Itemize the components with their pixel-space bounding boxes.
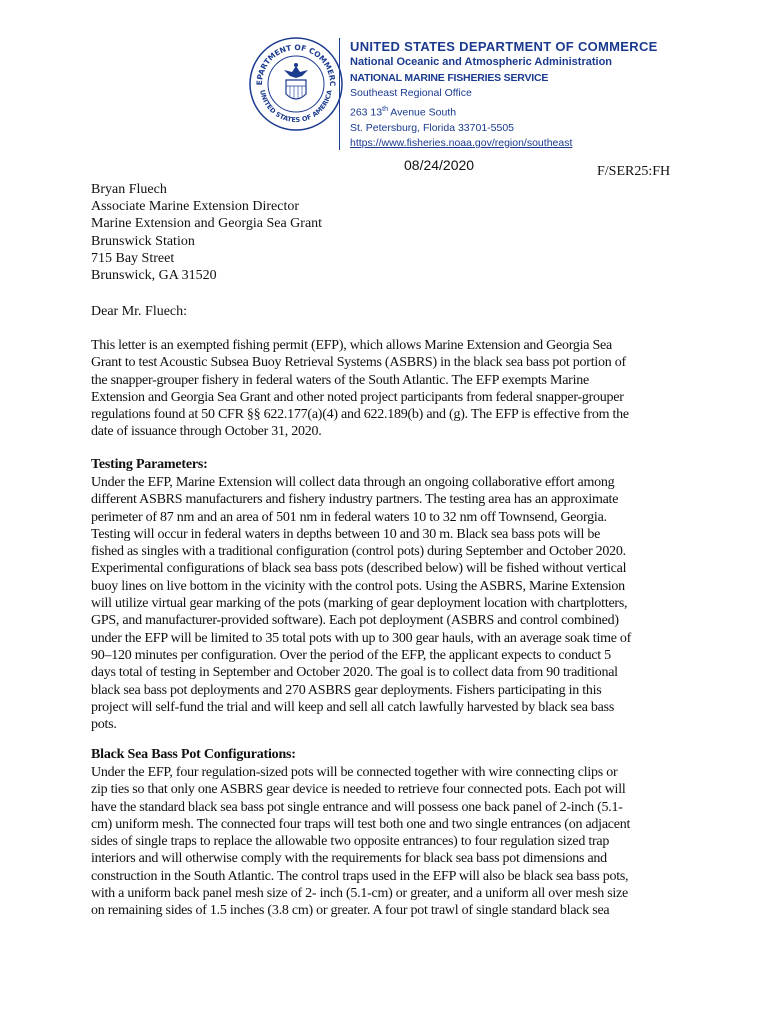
text-line: sides of single traps to replace the allowable two opposite entrances) to four regulation sized trap (91, 834, 610, 850)
text-line: buoy lines on live bottom in the vicinity with the control pots. Using the ASBRS, Marine Extension (91, 578, 625, 594)
svg-text:DEPARTMENT OF COMMERCE: EPARTMENT OF COMMERC (254, 42, 338, 87)
text-line: have the standard black sea bass pot single entrance and will possess one back panel of 2-inch (5.1- (91, 799, 623, 815)
text-line: Grant to test Acoustic Subsea Buoy Retrieval Systems (ASBRS) in the black sea bass pot portion of (91, 355, 626, 371)
recipient-address (91, 181, 322, 284)
department-name: UNITED STATES DEPARTMENT OF COMMERCE (350, 39, 658, 54)
text-line: pots. (91, 717, 117, 733)
recipient-line: Brunswick Station (91, 233, 195, 249)
text-line: will utilize virtual gear marking of the pots (marking of gear deployment location with chartplotters, (91, 596, 628, 612)
office-name: Southeast Regional Office (350, 87, 472, 99)
street-address: 263 13th Avenue South (350, 105, 457, 118)
text-line: construction in the South Atlantic. The control traps used in the EFP will also be black sea bass pots, (91, 868, 629, 884)
testing-parameters-paragraph (91, 474, 688, 733)
city-state-zip: St. Petersburg, Florida 33701-5505 (350, 121, 515, 134)
text-line: GPS, and manufacturer-provided software). Each pot deployment (ASBRS and control combined) (91, 613, 619, 629)
text-line: cm) uniform mesh. The connected four traps will test both one and two single entrances (on adjacent (91, 816, 631, 832)
text-line: Testing will occur in federal waters in depths between 10 and 30 m. Black sea bass pots will be (91, 526, 601, 542)
text-line: project will self-fund the trial and will keep and sell all catch lawfully harvested by black sea bass (91, 699, 615, 715)
text-line: days total of testing in September and October 2020. The goal is to collect data from 90 traditional (91, 665, 618, 681)
department-seal (248, 36, 344, 132)
intro-paragraph (91, 337, 688, 441)
text-line: fished as singles with a traditional configuration (control pots) during September and October 2020. (91, 544, 626, 560)
text-line: on remaining sides of 1.5 inches (3.8 cm) or greater. A four pot trawl of single standard black sea (91, 903, 610, 919)
text-line: 90–120 minutes per configuration. Over the period of the EFP, the applicant expects to conduct 5 (91, 647, 611, 663)
testing-parameters-heading: Testing Parameters: (91, 457, 208, 472)
recipient-line: Associate Marine Extension Director (91, 199, 299, 215)
pot-configurations-heading: Black Sea Bass Pot Configurations: (91, 747, 296, 762)
recipient-line: Marine Extension and Georgia Sea Grant (91, 216, 323, 232)
text-line: black sea bass pot deployments and 270 ASBRS gear deployments. Fishers participating in this (91, 682, 602, 698)
text-line: regulations found at 50 CFR §§ 622.177(a)(4) and 622.189(b) and (g). The EFP is effective from the (91, 407, 629, 423)
recipient-line: 715 Bay Street (91, 250, 175, 266)
text-line: Under the EFP, Marine Extension will collect data through an ongoing collaborative effort among (91, 475, 615, 490)
text-line: Under the EFP, four regulation-sized pots will be connected together with wire connecting clips or (91, 765, 618, 780)
reference-code: F/SER25:FH (597, 164, 671, 179)
letterhead-divider (339, 38, 340, 150)
text-line: This letter is an exempted fishing permit (EFP), which allows Marine Extension and Georgia Sea (91, 338, 612, 353)
office-website-link[interactable]: https://www.fisheries.noaa.gov/region/southeast (350, 137, 573, 149)
service-name: NATIONAL MARINE FISHERIES SERVICE (350, 71, 549, 84)
text-line: perimeter of 87 nm and an area of 501 nm in federal waters 10 to 32 nm off Townsend, Georgia. (91, 509, 607, 525)
letter-date: 08/24/2020 (404, 157, 475, 173)
text-line: under the EFP will be limited to 35 total pots with up to 300 gear hauls, with an average soak time of (91, 630, 632, 646)
text-line: with a uniform back panel mesh size of 2- inch (5.1-cm) or greater, and a uniform all over mesh size (91, 886, 628, 902)
svg-text:UNITED STATES OF AMERICA: UNITED STATES OF AMERICA (258, 89, 334, 125)
text-line: date of issuance through October 31, 2020. (91, 424, 322, 440)
agency-name: National Oceanic and Atmospheric Administration (350, 56, 613, 68)
text-line: Experimental configurations of black sea bass pots (described below) will be fished without vertical (91, 561, 627, 577)
text-line: interiors and will otherwise comply with the requirements for black sea bass pot dimensions and (91, 851, 607, 867)
pot-configurations-paragraph (91, 764, 688, 920)
recipient-line: Brunswick, GA 31520 (91, 268, 217, 284)
letterhead (350, 38, 658, 152)
text-line: the snapper-grouper fishery in federal waters of the South Atlantic. The EFP exempts Marine (91, 372, 589, 388)
salutation: Dear Mr. Fluech: (91, 304, 188, 319)
text-line: Extension and Georgia Sea Grant and other noted project participants from federal snapper-grouper (91, 389, 624, 405)
text-line: different ASBRS manufacturers and fishery industry partners. The testing area has an approximate (91, 492, 619, 508)
recipient-line: Bryan Fluech (91, 182, 167, 197)
text-line: zip ties so that only one ASBRS gear device is needed to retrieve four connected pots. Each pot will (91, 782, 626, 798)
